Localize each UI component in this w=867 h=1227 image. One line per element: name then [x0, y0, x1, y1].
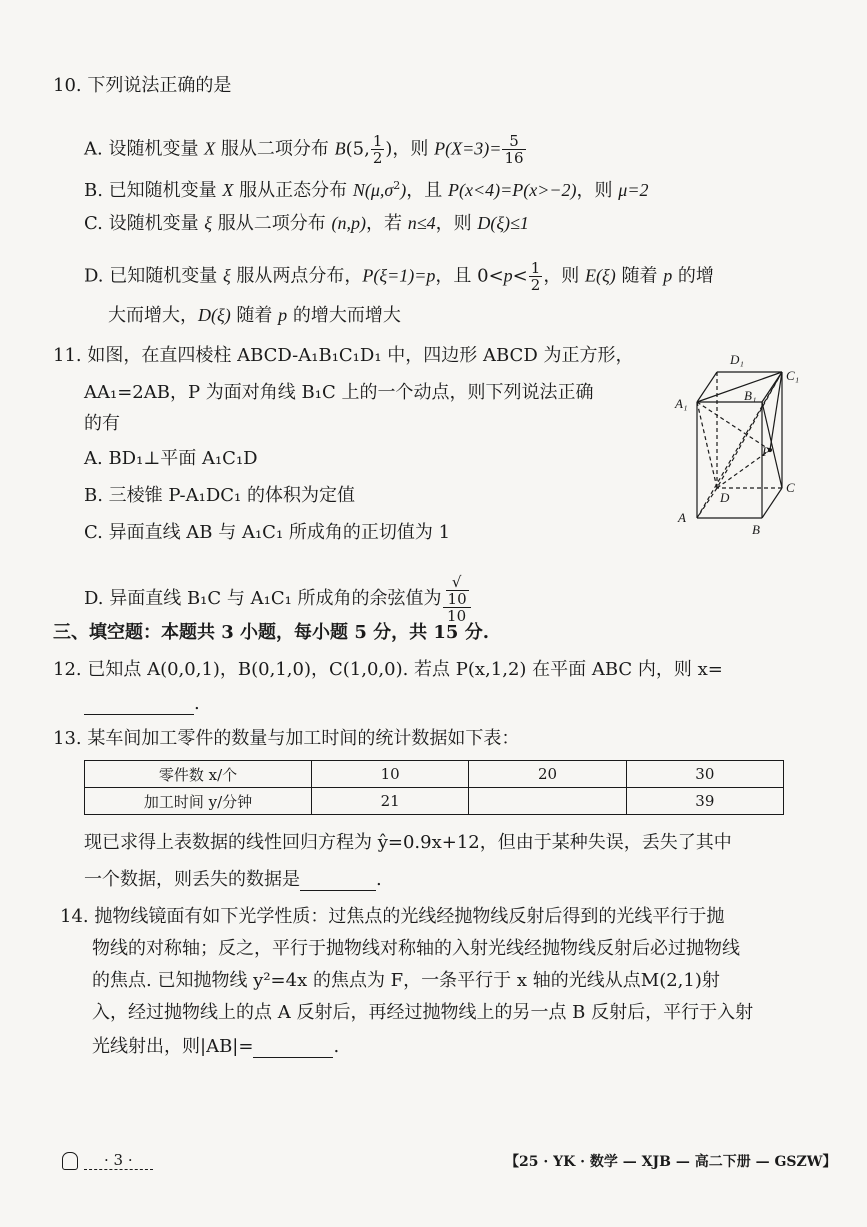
- vertex-label: B₁: [744, 388, 757, 403]
- table-cell: 21: [312, 788, 469, 815]
- data-table: [84, 760, 784, 815]
- q13-text-1: 现已求得上表数据的线性回归方程为 ŷ=0.9x+12，但由于某种失误，丢失了其中: [84, 832, 732, 853]
- q10-option-b: B. 已知随机变量 X 服从正态分布 $N(\mu,\sigma^2)$，且 P(x<4)=P(x>−2)，则 μ=2: [84, 179, 649, 201]
- q10-option-d-cont: 大而增大，D(ξ) 随着 p 的增大而增大: [108, 305, 401, 326]
- q14-text-3: 的焦点. 已知抛物线 y²=4x 的焦点为 F，一条平行于 x 轴的光线从点M(2,1)射: [92, 970, 720, 991]
- table-cell: [469, 788, 626, 815]
- q13-text-2: 一个数据，则丢失的数据是 .: [84, 869, 382, 890]
- fraction: $\frac{1}{2}$: [530, 259, 541, 294]
- fraction: $\frac{1}{2}$: [372, 132, 383, 167]
- answer-blank[interactable]: [84, 696, 194, 715]
- q10-stem: 10. 下列说法正确的是: [53, 75, 232, 96]
- vertex-label: A₁: [675, 396, 688, 411]
- q14-text-1: 14. 抛物线镜面有如下光学性质：过焦点的光线经抛物线反射后得到的光线平行于抛: [60, 906, 725, 927]
- table-cell: 零件数 x/个: [85, 761, 312, 788]
- q12-stem: 12. 已知点 A(0,0,1)，B(0,1,0)，C(1,0,0). 若点 P(x,1,2) 在平面 ABC 内，则 x=: [53, 659, 723, 680]
- table-cell: 39: [626, 788, 783, 815]
- exam-code: 【25 · YK · 数学 — XJB — 高二下册 — GSZW】: [505, 1154, 837, 1170]
- vertex-label: C₁: [786, 368, 800, 383]
- vertex-label: A: [678, 510, 686, 525]
- table-cell: 20: [469, 761, 626, 788]
- fraction: $\frac{5}{16}$: [504, 132, 524, 167]
- q13-stem: 13. 某车间加工零件的数量与加工时间的统计数据如下表：: [53, 728, 520, 749]
- q10-option-d: D. 已知随机变量 ξ 服从两点分布，P(ξ=1)=p，且 0<p< $\frac{1}{2}$ ，则 E(ξ) 随着 p 的增: [84, 259, 714, 294]
- vertex-label: B: [752, 522, 760, 537]
- page-number: · 3 ·: [62, 1151, 153, 1170]
- vertex-label: D: [720, 490, 730, 505]
- q14-text-5: 光线射出，则|AB|= .: [92, 1036, 340, 1057]
- q11-stem-3: 的有: [84, 413, 120, 434]
- answer-blank[interactable]: [253, 1039, 333, 1058]
- answer-blank[interactable]: [300, 872, 376, 891]
- vertex-label: C: [786, 480, 795, 495]
- bulb-icon: [62, 1152, 78, 1170]
- fraction: √ 10 10: [443, 574, 471, 624]
- q10-option-c: C. 设随机变量 ξ 服从二项分布 (n,p)，若 n≤4，则 D(ξ)≤1: [84, 213, 529, 234]
- q11-option-a: A. BD₁⊥平面 A₁C₁D: [84, 448, 258, 469]
- q11-option-c: C. 异面直线 AB 与 A₁C₁ 所成角的正切值为 1: [84, 522, 451, 543]
- q11-option-d: D. 异面直线 B₁C 与 A₁C₁ 所成角的余弦值为 √ 10 10: [84, 574, 472, 624]
- table-row: [85, 788, 784, 815]
- vertex-label: D₁: [730, 352, 744, 367]
- q12-answer: .: [84, 693, 200, 715]
- q10-option-a: A. 设随机变量 X 服从二项分布 B(5, $\frac{1}{2}$ )，则 P(X=3)= $\frac{5}{16}$: [84, 132, 524, 167]
- table-cell: 30: [626, 761, 783, 788]
- table-cell: 加工时间 y/分钟: [85, 788, 312, 815]
- table-row: [85, 761, 784, 788]
- q11-stem-1: 11. 如图，在直四棱柱 ABCD-A₁B₁C₁D₁ 中，四边形 ABCD 为正方形，: [53, 345, 634, 366]
- table-cell: 10: [312, 761, 469, 788]
- q14-text-2: 物线的对称轴；反之，平行于抛物线对称轴的入射光线经抛物线反射后必过抛物线: [92, 938, 740, 959]
- q11-option-b: B. 三棱锥 P-A₁DC₁ 的体积为定值: [84, 485, 355, 506]
- q11-stem-2: AA₁=2AB，P 为面对角线 B₁C 上的一个动点，则下列说法正确: [84, 382, 594, 403]
- prism-figure: [672, 350, 832, 540]
- vertex-label: P: [762, 444, 770, 459]
- section-heading: 三、填空题：本题共 3 小题，每小题 5 分，共 15 分.: [53, 622, 489, 643]
- q14-text-4: 入，经过抛物线上的点 A 反射后，再经过抛物线上的另一点 B 反射后，平行于入射: [92, 1002, 754, 1023]
